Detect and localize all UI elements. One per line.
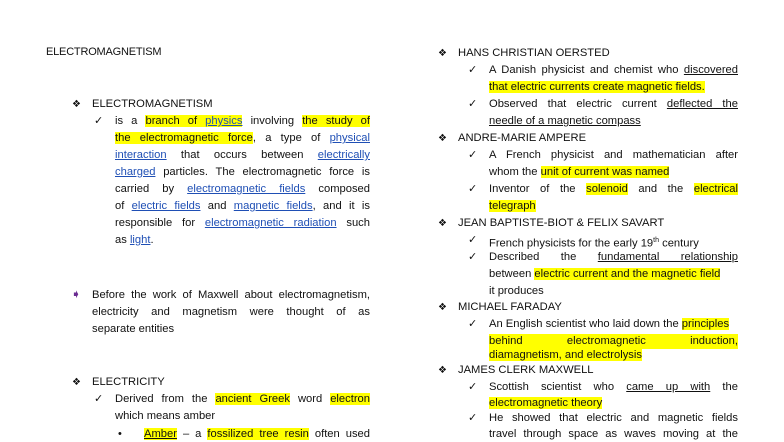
scientist-name-oersted: HANS CHRISTIAN OERSTED [458, 47, 610, 59]
check-icon: ✓ [468, 64, 478, 76]
check-icon: ✓ [468, 149, 478, 161]
maxwell-note-line-3: separate entities [92, 323, 175, 335]
oersted-line-4: needle of a magnetic compass [489, 115, 641, 127]
biot-savart-line-3: between electric current and the magnetic field [489, 268, 721, 280]
biot-savart-line-4: it produces [489, 285, 544, 297]
scientist-name-biot-savart: JEAN BAPTISTE-BIOT & FELIX SAVART [458, 217, 665, 229]
check-icon: ✓ [468, 251, 478, 263]
electricity-line-3: Amber – a fossilized tree resin often used [144, 428, 370, 440]
electricity-line-2: which means amber [115, 410, 216, 422]
maxwell-line-4: travel through space as waves moving at the [489, 428, 738, 440]
faraday-line-3: diamagnetism, and electrolysis [489, 349, 642, 361]
scientist-name-faraday: MICHAEL FARADAY [458, 301, 562, 313]
link-interaction[interactable]: interaction [115, 149, 167, 161]
diamond-bullet-icon: ❖ [438, 218, 447, 229]
link-electromagnetic-radiation[interactable]: electromagnetic radiation [204, 217, 337, 229]
definition-line-5: carried by electromagnetic fields composed [115, 183, 370, 195]
check-icon: ✓ [468, 98, 478, 110]
check-icon: ✓ [468, 183, 478, 195]
definition-line-7: responsible for electromagnetic radiation such [115, 217, 370, 229]
section-heading-electromagnetism: ELECTROMAGNETISM [92, 98, 213, 110]
dot-bullet-icon: • [118, 428, 122, 440]
link-magnetic-fields[interactable]: magnetic fields [233, 200, 313, 212]
document-title: ELECTROMAGNETISM [46, 46, 162, 58]
faraday-line-2: behind electromagnetic induction, [489, 335, 738, 347]
link-physics[interactable]: physics [205, 115, 243, 127]
ampere-line-1: A French physicist and mathematician after [489, 149, 738, 161]
section-heading-electricity: ELECTRICITY [92, 376, 165, 388]
check-icon: ✓ [468, 318, 478, 330]
faraday-line-1: An English scientist who laid down the principles [489, 318, 730, 330]
arrow-bullet-icon: ➧ [71, 287, 82, 301]
diamond-bullet-icon: ❖ [438, 365, 447, 376]
link-charged[interactable]: charged [115, 166, 156, 178]
electricity-line-1: Derived from the ancient Greek word electron [115, 393, 370, 405]
diamond-bullet-icon: ❖ [438, 302, 447, 313]
ampere-line-3: Inventor of the solenoid and the electrical [489, 183, 738, 195]
check-icon: ✓ [94, 115, 104, 127]
scientist-name-maxwell: JAMES CLERK MAXWELL [458, 364, 594, 376]
maxwell-note-line-2: electricity and magnetism were thought of as [92, 306, 370, 318]
definition-line-4: charged particles. The electromagnetic force is [115, 166, 370, 178]
oersted-line-3: Observed that electric current deflected the [489, 98, 738, 110]
check-icon: ✓ [468, 381, 478, 393]
maxwell-line-2: electromagnetic theory [489, 397, 603, 409]
definition-line-2: the electromagnetic force, a type of physical [115, 132, 370, 144]
check-icon: ✓ [94, 393, 104, 405]
diamond-bullet-icon: ❖ [72, 99, 81, 110]
maxwell-line-3: He showed that electric and magnetic fields [489, 412, 738, 424]
biot-savart-line-1: French physicists for the early 19th century [489, 237, 699, 250]
diamond-bullet-icon: ❖ [438, 48, 447, 59]
check-icon: ✓ [468, 234, 478, 246]
definition-line-1: is a branch of physics involving the study of [115, 115, 370, 127]
definition-line-8: as light. [115, 234, 154, 246]
check-icon: ✓ [468, 412, 478, 424]
link-electrically[interactable]: electrically [317, 149, 370, 161]
definition-line-6: of electric fields and magnetic fields, and it is [115, 200, 370, 212]
oersted-line-2: that electric currents create magnetic fields. [489, 81, 705, 93]
ampere-line-4: telegraph [489, 200, 536, 212]
maxwell-note-line-1: Before the work of Maxwell about electromagnetism, [92, 289, 370, 301]
link-electromagnetic-fields[interactable]: electromagnetic fields [187, 183, 306, 195]
diamond-bullet-icon: ❖ [72, 377, 81, 388]
diamond-bullet-icon: ❖ [438, 133, 447, 144]
maxwell-line-1: Scottish scientist who came up with the [489, 381, 738, 393]
biot-savart-line-2: Described the fundamental relationship [489, 251, 738, 263]
link-light[interactable]: light [129, 234, 151, 246]
ampere-line-2: whom the unit of current was named [489, 166, 670, 178]
oersted-line-1: A Danish physicist and chemist who discovered [489, 64, 738, 76]
scientist-name-ampere: ANDRE-MARIE AMPERE [458, 132, 587, 144]
definition-line-3: interaction that occurs between electrically [115, 149, 370, 161]
link-electric-fields[interactable]: electric fields [131, 200, 201, 212]
link-physical[interactable]: physical [329, 132, 370, 144]
